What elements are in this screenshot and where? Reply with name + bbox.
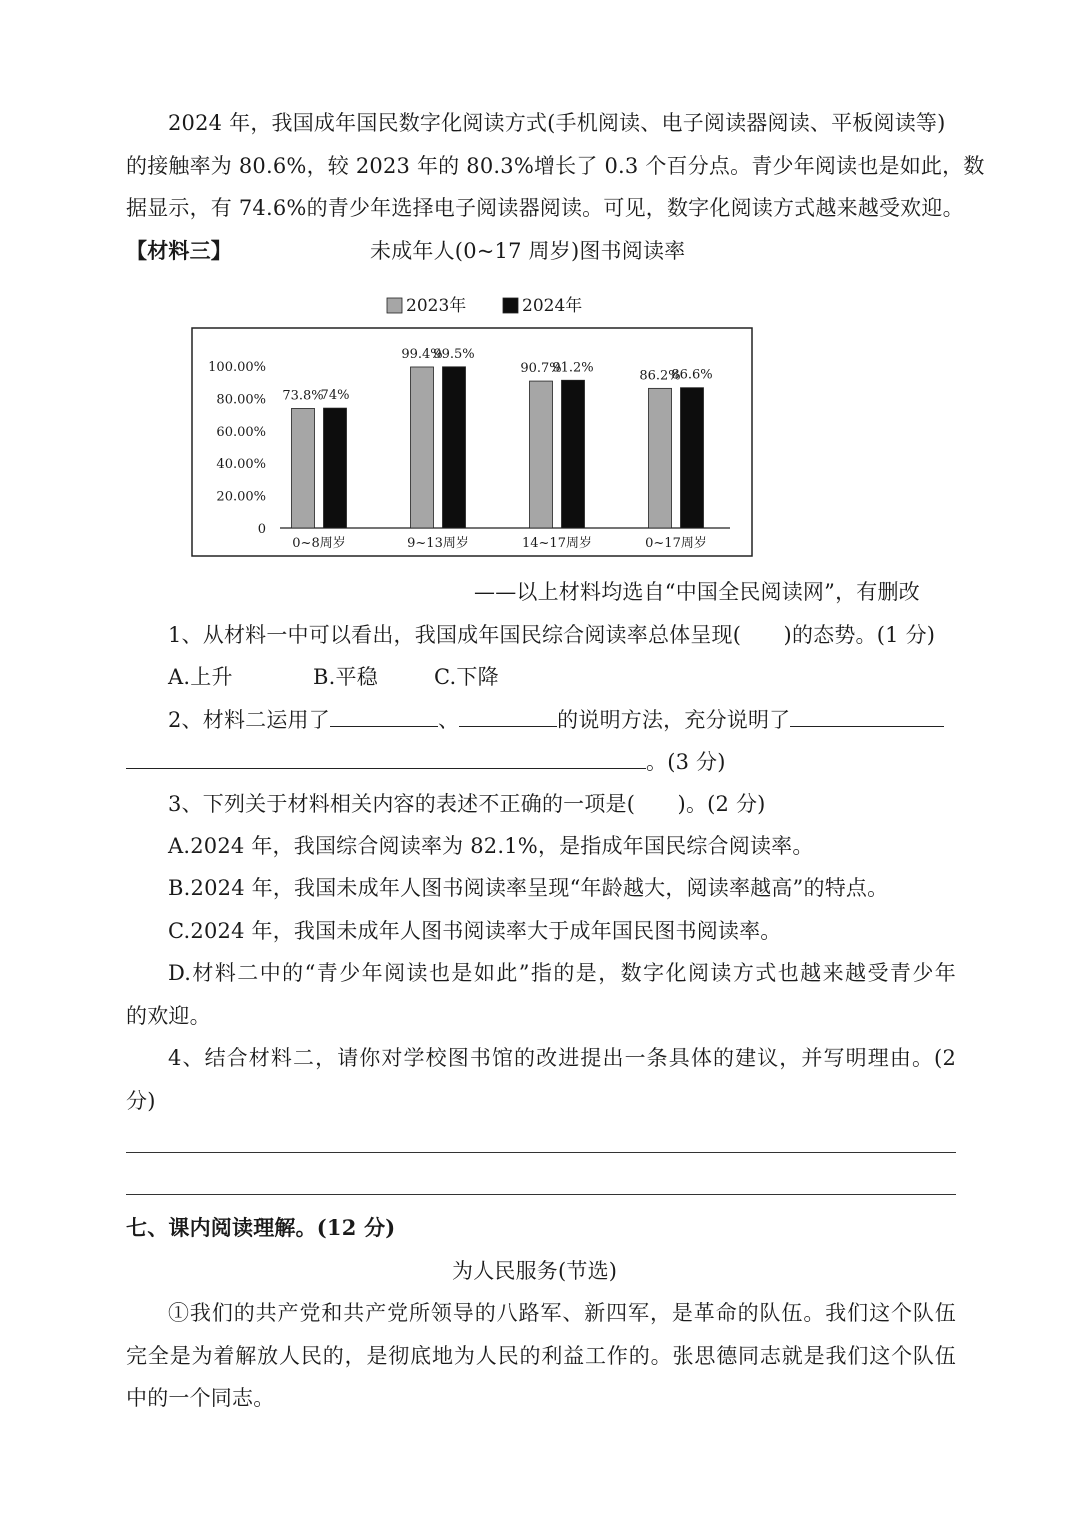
y-tick-label: 80.00% [216, 392, 266, 408]
bar-2023年-0~8周岁 [292, 408, 315, 528]
x-tick-label: 14~17周岁 [522, 536, 592, 551]
y-tick-label: 0 [257, 522, 266, 537]
material2-line3: 据显示，有 74.6%的青少年选择电子阅读器阅读。可见，数字化阅读方式越来越受欢迎。 [126, 196, 964, 220]
x-tick-label: 9~13周岁 [407, 536, 469, 551]
bar-label: 73.8% [282, 388, 324, 404]
bar-2023年-0~17周岁 [649, 388, 672, 528]
chart-legend [387, 295, 582, 316]
bar-label: 91.2% [552, 360, 594, 376]
question-2-part1: 2、材料二运用了 [168, 708, 330, 732]
passage-title: 为人民服务(节选) [452, 1259, 618, 1283]
bar-2023年-9~13周岁 [411, 367, 434, 528]
reading-rate-chart [190, 288, 756, 560]
bar-label: 99.5% [433, 346, 475, 362]
bar-label: 90.7% [520, 361, 562, 377]
question-2-line1 [168, 704, 944, 735]
question-3-option-a: A.2024 年，我国综合阅读率为 82.1%，是指成年国民综合阅读率。 [168, 834, 814, 858]
legend-swatch-2024 [503, 298, 518, 313]
bar-2024年-9~13周岁 [443, 367, 466, 528]
question-3-option-d-line2: 的欢迎。 [126, 1004, 211, 1028]
material2-line1: 2024 年，我国成年国民数字化阅读方式(手机阅读、电子阅读器阅读、平板阅读等) [168, 111, 946, 135]
answer-blank-2a[interactable] [330, 704, 438, 727]
answer-blank-2d[interactable] [126, 746, 646, 769]
question-4-line2: 分) [126, 1089, 156, 1113]
x-axis-labels [292, 535, 707, 551]
chart-title: 未成年人(0~17 周岁)图书阅读率 [370, 239, 686, 263]
question-1-stem: 1、从材料一中可以看出，我国成年国民综合阅读率总体呈现( )的态势。(1 分) [168, 623, 936, 647]
chart-bars [292, 367, 704, 528]
bar-label: 74% [320, 388, 350, 404]
material2-line2: 的接触率为 80.6%，较 2023 年的 80.3%增长了 0.3 个百分点。青少年阅读也是如此，数 [126, 154, 985, 178]
question-1-option-a: A.上升 [168, 665, 233, 689]
question-3-stem: 3、下列关于材料相关内容的表述不正确的一项是( )。(2 分) [168, 792, 766, 816]
answer-line-4a[interactable] [126, 1152, 956, 1153]
y-tick-label: 40.00% [216, 457, 266, 473]
question-3-option-c: C.2024 年，我国未成年人图书阅读率大于成年国民图书阅读率。 [168, 919, 782, 943]
y-tick-label: 100.00% [208, 360, 266, 375]
section-7-heading: 七、课内阅读理解。(12 分) [126, 1215, 396, 1240]
x-tick-label: 0~8周岁 [292, 536, 346, 551]
passage-p1-line3: 中的一个同志。 [126, 1386, 275, 1410]
bar-2024年-0~8周岁 [324, 408, 347, 528]
bar-label: 99.4% [401, 346, 443, 362]
legend-label-2023: 2023年 [406, 296, 467, 316]
question-2-part2: 的说明方法，充分说明了 [557, 708, 791, 732]
x-tick-label: 0~17周岁 [645, 536, 707, 551]
y-tick-label: 20.00% [216, 489, 266, 505]
answer-line-4b[interactable] [126, 1194, 956, 1195]
y-tick-label: 60.00% [216, 424, 266, 440]
material3-label: 【材料三】 [126, 238, 232, 263]
question-2-end: 。(3 分) [646, 750, 726, 774]
bar-label: 86.6% [671, 367, 713, 383]
answer-blank-2c[interactable] [790, 704, 944, 727]
question-2-separator: 、 [437, 708, 460, 732]
question-3-option-b: B.2024 年，我国未成年人图书阅读率呈现“年龄越大，阅读率越高”的特点。 [168, 876, 889, 900]
question-1-option-c: C.下降 [434, 665, 499, 689]
passage-p1-line2: 完全是为着解放人民的，是彻底地为人民的利益工作的。张思德同志就是我们这个队伍 [126, 1344, 956, 1368]
answer-blank-2b[interactable] [459, 704, 557, 727]
question-3-option-d-line1: D.材料二中的“青少年阅读也是如此”指的是，数字化阅读方式也越来越受青少年 [168, 961, 956, 985]
question-1-option-b: B.平稳 [313, 665, 378, 689]
question-2-line2 [126, 746, 726, 777]
bar-2024年-14~17周岁 [562, 380, 585, 528]
bar-label: 86.2% [639, 368, 681, 384]
question-4-line1: 4、结合材料二，请你对学校图书馆的改进提出一条具体的建议，并写明理由。(2 [168, 1046, 956, 1070]
legend-swatch-2023 [387, 298, 402, 313]
source-note: ——以上材料均选自“中国全民阅读网”，有删改 [474, 580, 920, 604]
bar-2023年-14~17周岁 [530, 381, 553, 528]
bar-2024年-0~17周岁 [681, 388, 704, 528]
legend-label-2024: 2024年 [522, 296, 583, 316]
passage-p1-line1: ①我们的共产党和共产党所领导的八路军、新四军，是革命的队伍。我们这个队伍 [168, 1301, 956, 1325]
y-axis-ticks [208, 360, 266, 537]
